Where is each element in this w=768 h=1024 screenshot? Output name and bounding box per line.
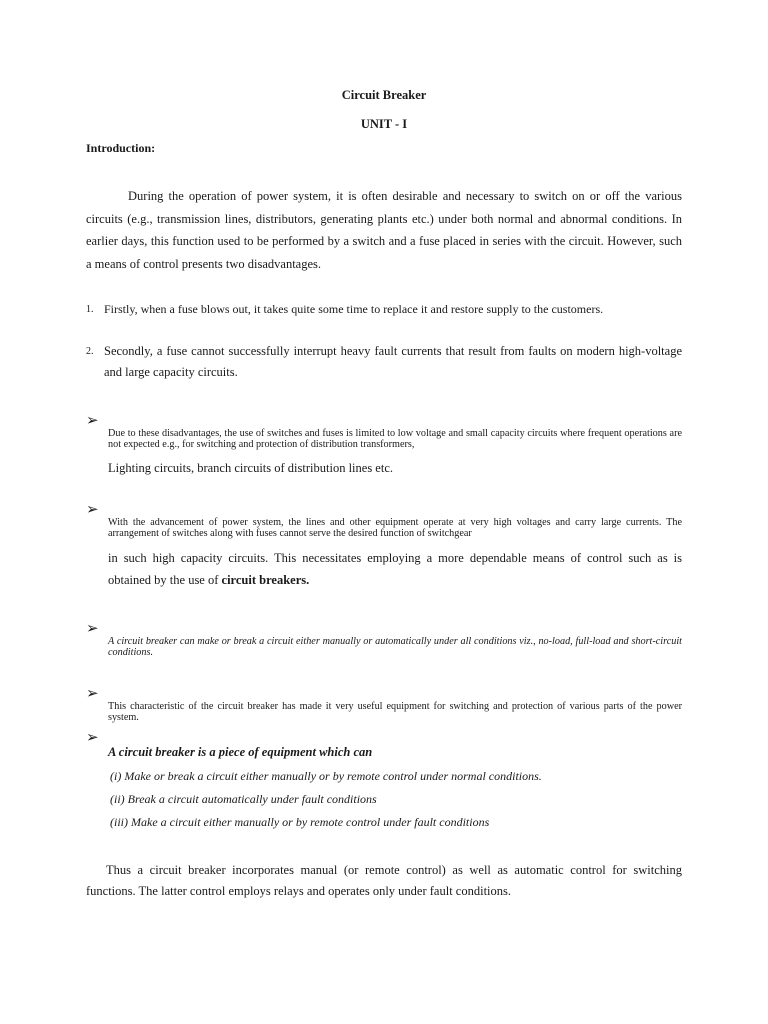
capability-item-1: (i) Make or break a circuit either manually or by remote control under normal conditions. bbox=[110, 769, 542, 783]
arrow-bullet-icon: ➢ bbox=[86, 684, 99, 702]
bullet-5-heading: A circuit breaker is a piece of equipment which can bbox=[108, 745, 373, 759]
bullet-3-text: A circuit breaker can make or break a circuit either manually or automatically under all conditions viz., no-load, full-load and short-circuit conditions. bbox=[108, 636, 682, 658]
bullet-2-main-sentence: in such high capacity circuits. This necessitates employing a more dependable means of control such as is obtained by the use of bbox=[108, 551, 682, 587]
capability-item-3: (iii) Make a circuit either manually or by remote control under fault conditions bbox=[110, 815, 490, 829]
closing-paragraph: Thus a circuit breaker incorporates manual (or remote control) as well as automatic control for switching functions. The latter control employs relays and operates only under fault conditions. bbox=[86, 863, 682, 898]
bullet-2-main-text bbox=[108, 547, 682, 591]
arrow-bullet-icon: ➢ bbox=[86, 728, 99, 746]
document-title: Circuit Breaker bbox=[341, 88, 427, 102]
intro-heading: Introduction: bbox=[86, 141, 156, 155]
capability-item-2: (ii) Break a circuit automatically under fault conditions bbox=[110, 792, 377, 806]
bullet-2-small-text: With the advancement of power system, the lines and other equipment operate at very high voltages and carry large currents. The arrangement of switches along with fuses cannot serve the desired function of switchgear bbox=[108, 517, 682, 539]
list-item-2: Secondly, a fuse cannot successfully interrupt heavy fault currents that result from faults on modern high-voltage and large capacity circuits. bbox=[104, 344, 682, 379]
arrow-bullet-icon: ➢ bbox=[86, 619, 99, 637]
intro-paragraph: During the operation of power system, it is often desirable and necessary to switch on or off the various circuits (e.g., transmission lines, distributors, generating plants etc.) under both normal and abnormal conditions. In earlier days, this function used to be performed by a switch and a fuse placed in series with the circuit. However, such a means of control presents two disadvantages. bbox=[86, 189, 682, 271]
bullet-4-text: This characteristic of the circuit breaker has made it very useful equipment for switching and protection of various parts of the power system. bbox=[108, 701, 682, 723]
bullet-1-main-text: Lighting circuits, branch circuits of distribution lines etc. bbox=[108, 461, 394, 475]
list-number-1: 1. bbox=[86, 304, 94, 315]
list-item-1: Firstly, when a fuse blows out, it takes quite some time to replace it and restore supply to the customers. bbox=[104, 302, 604, 316]
arrow-bullet-icon: ➢ bbox=[86, 500, 99, 518]
bullet-1-small-text: Due to these disadvantages, the use of switches and fuses is limited to low voltage and small capacity circuits where frequent operations are not expected e.g., for switching and protection of distribution transformers, bbox=[108, 428, 682, 450]
list-number-2: 2. bbox=[86, 346, 94, 357]
unit-label: UNIT - I bbox=[360, 117, 408, 131]
circuit-breakers-emphasis: circuit breakers. bbox=[221, 573, 310, 587]
arrow-bullet-icon: ➢ bbox=[86, 411, 99, 429]
